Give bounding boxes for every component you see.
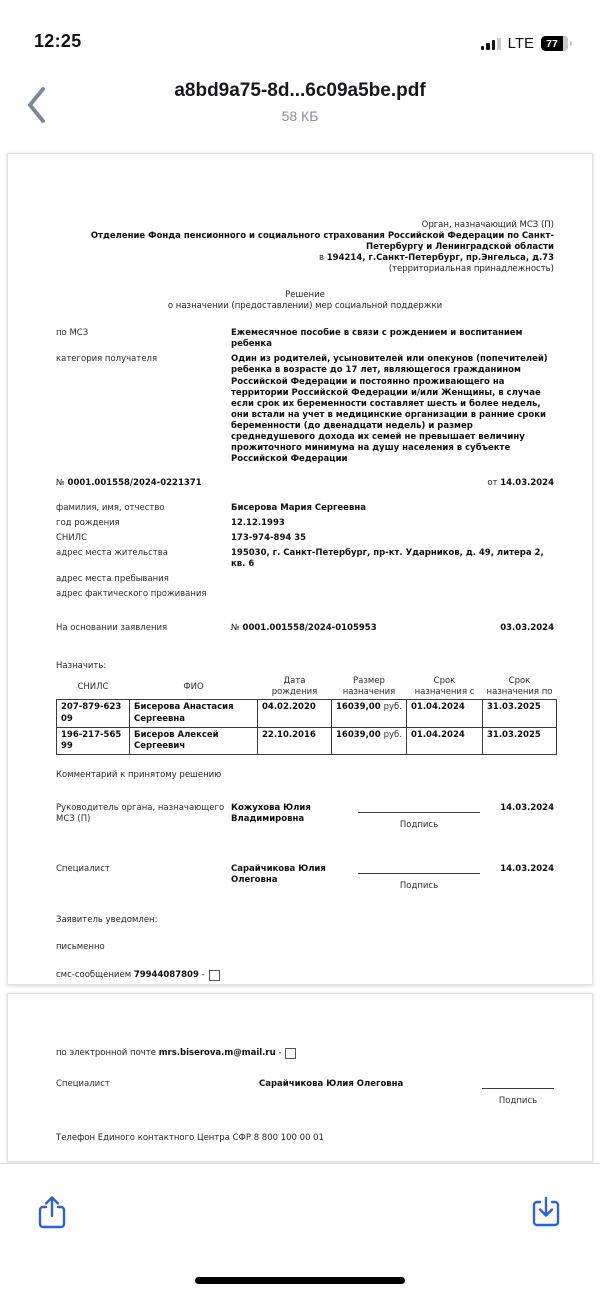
notified-written: письменно [56, 941, 105, 952]
file-size: 58 КБ [281, 108, 319, 124]
signature-row-specialist-p2: Специалист Сарайчикова Юлия Олеговна Подпись [56, 1079, 554, 1107]
cellular-signal-icon [481, 38, 501, 50]
pdf-viewer[interactable] [0, 153, 600, 1163]
share-icon [36, 1194, 68, 1237]
comment-label: Комментарий к принятому решению [56, 769, 222, 780]
person-field-row: фамилия, имя, отчество Бисерова Мария Сергеевна [56, 502, 366, 513]
org-address: в 194214, г.Санкт-Петербург, пр.Энгельса, д.73 [319, 253, 554, 264]
pdf-page-1 [7, 153, 593, 985]
assignment-table [56, 675, 557, 754]
download-icon [530, 1194, 562, 1237]
decision-date: 14.03.2024 [500, 477, 554, 488]
contact-phone-note: Телефон Единого контактного Центра СФР 8 800 100 00 01 [56, 1133, 324, 1144]
sms-number: 79944087809 [133, 969, 199, 980]
decision-number-row: № 0001.001558/2024-0221371 от 14.03.2024 [56, 477, 554, 488]
download-button[interactable] [530, 1194, 564, 1234]
home-indicator[interactable] [195, 1277, 405, 1284]
back-button[interactable] [26, 84, 56, 130]
org-label: Орган, назначающий МСЗ (П) [421, 220, 554, 230]
signature-line [358, 864, 480, 874]
person-field-row: адрес места пребывания [56, 574, 169, 585]
notified-label: Заявитель уведомлен: [56, 914, 158, 925]
clock: 12:25 [34, 31, 82, 51]
assign-label: Назначить: [56, 661, 107, 672]
person-field-row: адрес фактического проживания [56, 589, 207, 600]
chevron-left-icon [26, 85, 48, 130]
nav-header [0, 58, 600, 153]
application-date: 03.03.2024 [500, 623, 554, 634]
application-row: На основании заявления № 0001.001558/2024-0105953 03.03.2024 [56, 623, 554, 634]
battery-percent: 77 [546, 37, 558, 50]
email-notification-row: по электронной почте mrs.biserova.m@mail.ru - [56, 1048, 554, 1059]
battery-icon [541, 36, 572, 51]
bottom-toolbar [0, 1163, 600, 1298]
person-field-row: год рождения 12.12.1993 [56, 517, 285, 528]
person-field-row: адрес места жительства 195030, г. Санкт-Петербург, пр-кт. Ударников, д. 49, литера 2, кв. 6 [56, 548, 544, 570]
sms-checkbox[interactable] [209, 970, 220, 981]
table-header-row: СНИЛС ФИО Дата рождения Размер назначения Срок назначения с Срок назначения по [77, 676, 553, 698]
org-note: (территориальная принадлежность) [388, 264, 554, 275]
application-number: 0001.001558/2024-0105953 [242, 623, 377, 634]
signature-line [482, 1079, 554, 1089]
file-title: a8bd9a75-8d...6c09a5be.pdf [174, 80, 426, 101]
status-bar [0, 0, 600, 58]
pdf-page-2 [7, 993, 593, 1162]
category-row: категория получателя Один из родителей, усыновителей или опекунов (попечителей) ребенка в возрасте до 17 лет, являющегося гражданином Российской Федерации и постоянно проживающего на территории Российской Федерации и/или Женщины, в случае если срок их беременности составляет шесть и более недель, они встали на учет в медицинские организации в ранние сроки беременности (до двенадцати недель) и размер среднедушевого дохода их семей не превышает величину прожиточного минимума на душу населения в субъекте Российской Федерации [56, 354, 548, 464]
email-address: mrs.biserova.m@mail.ru [158, 1048, 276, 1058]
signature-row-specialist: Специалист Сарайчикова Юлия Олеговна Подпись 14.03.2024 [56, 863, 554, 891]
table-row: 196-217-565 99 Бисеров Алексей Сергеевич 22.10.2016 16039,00 руб. 01.04.2024 31.03.2025 [57, 727, 557, 754]
person-field-row: СНИЛС 173-974-894 35 [56, 533, 307, 544]
decision-number: 0001.001558/2024-0221371 [67, 477, 202, 488]
signature-line [358, 803, 480, 813]
email-checkbox[interactable] [285, 1048, 296, 1059]
share-button[interactable] [36, 1194, 70, 1234]
msz-row: по МСЗ Ежемесячное пособие в связи с рождением и воспитанием ребенка [56, 328, 523, 350]
document-title: Решение о назначении (предоставлении) мер социальной поддержки [167, 290, 443, 312]
org-name: Отделение Фонда пенсионного и социального страхования Российской Федерации по Санкт-Петербургу и Ленинградской области [90, 231, 554, 253]
issuing-authority-block [56, 220, 554, 275]
sms-notification-row: смс-сообщением 79944087809 - [56, 970, 554, 981]
signature-row-head: Руководитель органа, назначающего МСЗ (П) Кожухова Юлия Владимировна Подпись 14.03.2024 [56, 802, 554, 830]
network-type-label: LTE [507, 35, 534, 52]
table-row: 207-879-623 09 Бисерова Анастасия Сергеевна 04.02.2020 16039,00 руб. 01.04.2024 31.03.2025 [57, 700, 557, 727]
